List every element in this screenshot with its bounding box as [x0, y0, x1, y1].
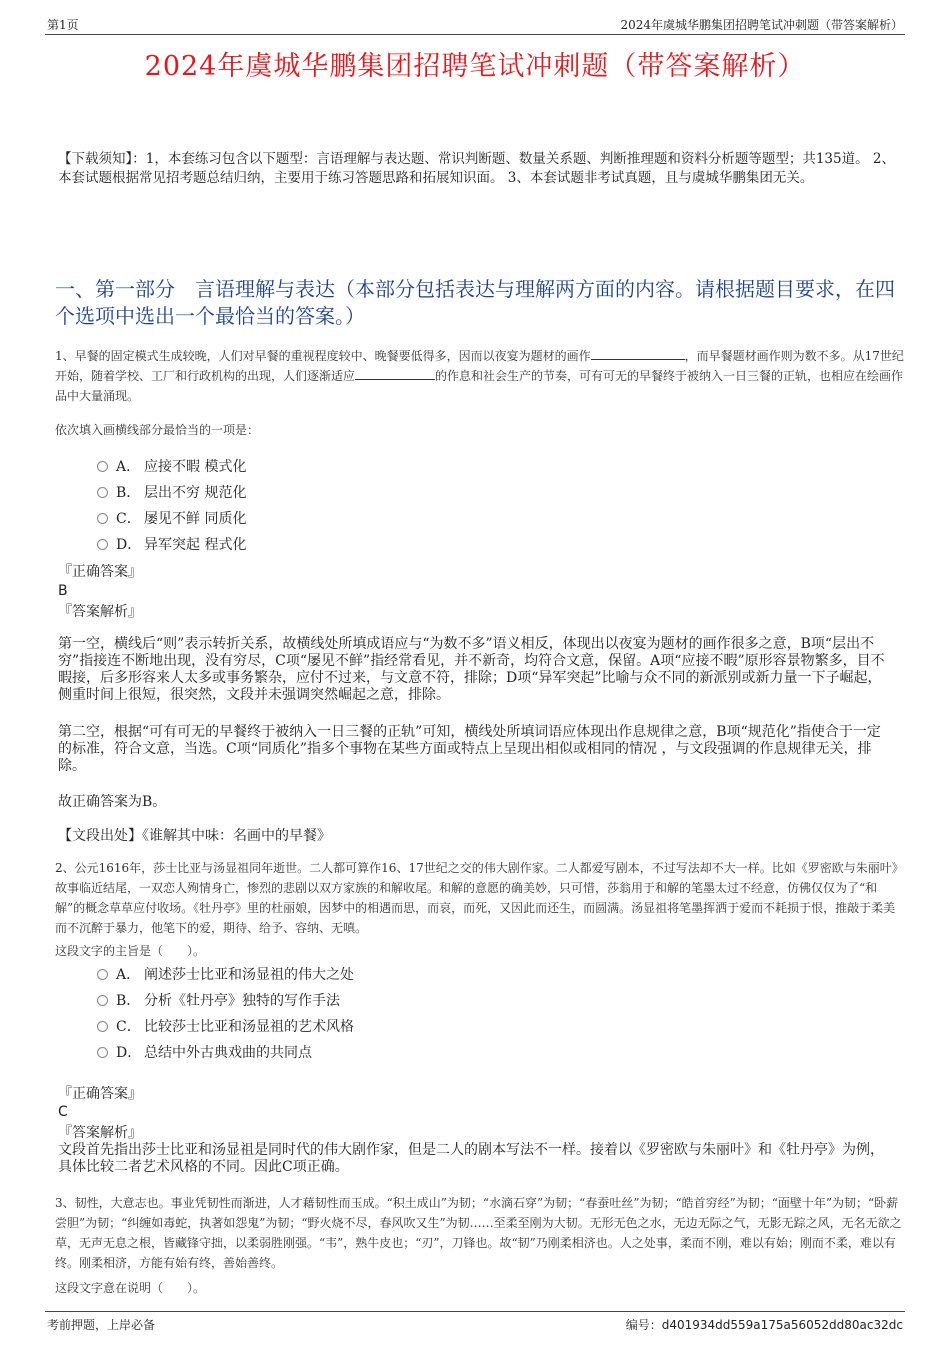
question-1-text-c: 的作息和社会生产的节奏，可有可无的早餐终于被纳入一日三餐的正轨，也相应在绘画作品中大量涌现。 [55, 369, 904, 403]
option-a[interactable]: A． 应接不暇 模式化 [97, 453, 246, 479]
page-footer [45, 1311, 905, 1334]
page-number: 第1页 [47, 18, 79, 32]
option-c[interactable]: C． 屡见不鲜 同质化 [97, 505, 246, 531]
text-source: 【文段出处】《谁解其中味：名画中的早餐》 [58, 828, 331, 844]
fill-blank-2 [355, 367, 435, 380]
question-1-text [55, 346, 905, 406]
radio-icon[interactable] [97, 1021, 108, 1032]
answer-label: 『正确答案』 [58, 1086, 142, 1102]
radio-icon[interactable] [97, 513, 108, 524]
fill-blank-1 [591, 347, 685, 360]
section-heading: 一、第一部分 言语理解与表达（本部分包括表达与理解两方面的内容。请根据题目要求，在四个选项中选出一个最恰当的答案。） [55, 277, 895, 328]
header-doc-title: 2024年虞城华鹏集团招聘笔试冲刺题（带答案解析） [620, 18, 903, 32]
footer-slogan: 考前押题，上岸必备 [47, 1318, 156, 1332]
analysis-paragraph: 文段首先指出莎士比亚和汤显祖是同时代的伟大剧作家，但是二人的剧本写法不一样。接着以《罗密欧与朱丽叶》和《牡丹亭》为例，具体比较二者艺术风格的不同。因此C项正确。 [58, 1142, 884, 1175]
option-a[interactable]: A． 阐述莎士比亚和汤显祖的伟大之处 [97, 961, 354, 987]
radio-icon[interactable] [97, 461, 108, 472]
radio-icon[interactable] [97, 1047, 108, 1058]
question-2-options [97, 961, 354, 1065]
question-3-prompt: 这段文字意在说明（ ）。 [55, 1281, 206, 1295]
question-2-text: 2、公元1616年，莎士比亚与汤显祖同年逝世。二人都可算作16、17世纪之交的伟大剧作家。二人都爱写剧本，不过写法却不大一样。比如《罗密欧与朱丽叶》故事临近结尾，一双恋人殉情身亡，惨烈的悲剧以双方家族的和解收尾。和解的意愿的确美妙，只可惜，莎翁用于和解的笔墨太过不经意，仿佛仅仅为了“和解”的概念草草应付收场。《牡丹亭》里的杜丽娘，因梦中的相遇而思，而哀，而死，又因此而还生，而圆满。汤显祖将笔墨挥洒于爱而不耗损于恨，推敲于柔美而不沉醉于暴力，他笔下的爱，期待、给予、容纳、无嗔。 [55, 861, 904, 935]
question-1-text-b: ，而早餐题材画作则为数不多。从17世纪开始，随着学校、工厂和行政机构的出现，人们逐渐适应 [55, 349, 904, 383]
page-header [45, 14, 905, 35]
analysis-label: 『答案解析』 [58, 1125, 142, 1141]
radio-icon[interactable] [97, 539, 108, 550]
question-1-prompt: 依次填入画横线部分最恰当的一项是： [55, 423, 260, 437]
option-c[interactable]: C． 比较莎士比亚和汤显祖的艺术风格 [97, 1013, 354, 1039]
answer-value: B [58, 583, 68, 599]
radio-icon[interactable] [97, 487, 108, 498]
download-notice: 【下载须知】：1，本套练习包含以下题型：言语理解与表达题、常识判断题、数量关系题、判断推理题和资料分析题等题型；共135道。 2、本套试题根据常见招考题总结归纳，主要用于练习答题思路和拓展知识面。 3、本套试题非考试真题，且与虞城华鹏集团无关。 [58, 151, 895, 186]
option-b[interactable]: B． 分析《牡丹亭》独特的写作手法 [97, 987, 354, 1013]
question-3-text: 3、韧性，大意志也。事业凭韧性而渐进，人才藉韧性而玉成。“积土成山”为韧；“水滴石穿”为韧；“春蚕吐丝”为韧；“皓首穷经”为韧；“面壁十年”为韧；“卧薪尝胆”为韧；“纠缠如毒蛇，执著如怨鬼”为韧；“野火烧不尽，春风吹又生”为韧……至柔至刚为大韧。无形无色之水，无边无际之气，无影无踪之风，无名无欲之草，无声无息之根，皆藏锋守拙，以柔弱胜刚强。“韦”，熟牛皮也；“刃”，刀锋也。故“韧”乃刚柔相济也。人之处事，柔而不刚，难以有始；刚而不柔，难以有终。刚柔相济，方能有始有终，善始善终。 [55, 1196, 902, 1270]
document-code: 编号：d401934dd559a175a56052dd80ac32dc [625, 1318, 903, 1332]
analysis-conclusion: 故正确答案为B。 [58, 794, 167, 810]
question-2-prompt: 这段文字的主旨是（ ）。 [55, 944, 206, 958]
option-d[interactable]: D． 总结中外古典戏曲的共同点 [97, 1039, 354, 1065]
option-d[interactable]: D． 异军突起 程式化 [97, 531, 246, 557]
document-title: 2024年虞城华鹏集团招聘笔试冲刺题（带答案解析） [144, 51, 806, 82]
answer-label: 『正确答案』 [58, 564, 142, 580]
analysis-paragraph-1: 第一空，横线后“则”表示转折关系，故横线处所填成语应与“为数不多”语义相反，体现出以夜宴为题材的画作很多之意，B项“层出不穷”指接连不断地出现，没有穷尽，C项“屡见不鲜”指经常看见，并不新奇，均符合文意，保留。A项“应接不暇”原形容景物繁多，目不暇接，后多形容来人太多或事务繁杂，应付不过来，与文意不符，排除；D项“异军突起”比喻与众不同的新派别或新力量一下子崛起，侧重时间上很短，很突然，文段并未强调突然崛起之意，排除。 [58, 636, 885, 703]
analysis-label: 『答案解析』 [58, 604, 142, 620]
radio-icon[interactable] [97, 995, 108, 1006]
question-1-text-a: 1、早餐的固定模式生成较晚，人们对早餐的重视程度较中、晚餐要低得多，因而以夜宴为题材的画作 [55, 349, 591, 363]
answer-value: C [58, 1104, 68, 1120]
option-b[interactable]: B． 层出不穷 规范化 [97, 479, 246, 505]
question-1-options [97, 453, 246, 557]
analysis-paragraph-2: 第二空，根据“可有可无的早餐终于被纳入一日三餐的正轨”可知，横线处所填词语应体现出作息规律之意，B项“规范化”指使合于一定的标准，符合文意，当选。C项“同质化”指多个事物在某些方面或特点上呈现出相似或相同的情况 ，与文段强调的作息规律无关，排除。 [58, 724, 881, 774]
radio-icon[interactable] [97, 969, 108, 980]
